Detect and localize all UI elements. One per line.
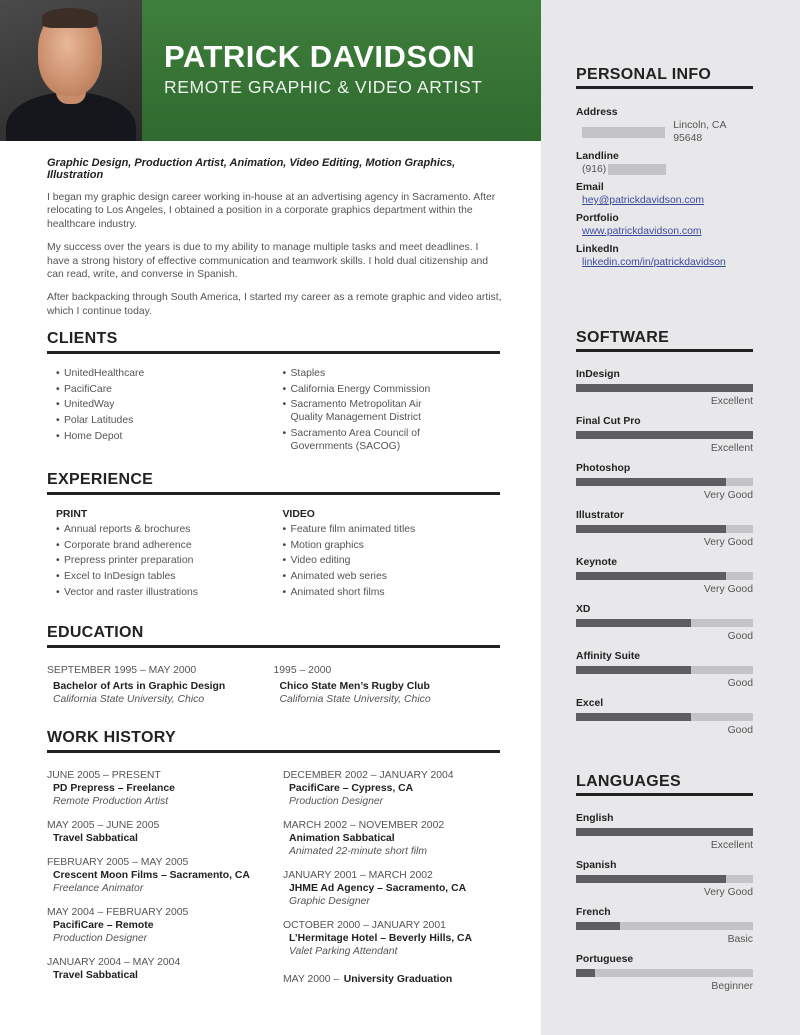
- skill-bar-fill: [576, 384, 753, 392]
- summary-paragraph: After backpacking through South America, I started my career as a remote graphic and video artist, which I continue today.: [47, 292, 502, 317]
- clients-list: [274, 367, 501, 453]
- section-title: SOFTWARE: [576, 329, 753, 352]
- list-item: • Corporate brand adherence: [56, 539, 274, 552]
- specialties: Graphic Design, Production Artist, Animation, Video Editing, Motion Graphics, Illustration: [47, 157, 456, 181]
- skill-bar: [576, 384, 753, 392]
- skill-name: Spanish: [576, 860, 617, 871]
- list-item: • Sacramento Metropolitan Air Quality Management District: [283, 398, 441, 424]
- sidebar: [541, 0, 800, 1035]
- entry-subtitle: Valet Parking Attendant: [289, 946, 398, 957]
- section-title: LANGUAGES: [576, 773, 753, 796]
- list-item: • Feature film animated titles: [283, 523, 501, 536]
- section-title: WORK HISTORY: [47, 729, 500, 753]
- landline-label: Landline: [576, 151, 619, 162]
- entry-date: MARCH 2002 – NOVEMBER 2002: [283, 820, 445, 831]
- skill-bar: [576, 478, 753, 486]
- email-link[interactable]: hey@patrickdavidson.com: [582, 195, 705, 206]
- skill-bar-fill: [576, 619, 691, 627]
- portfolio-label: Portfolio: [576, 213, 619, 224]
- education-entry: [47, 664, 274, 706]
- entry-date: DECEMBER 2002 – JANUARY 2004: [283, 770, 454, 781]
- entry-title: Travel Sabbatical: [53, 970, 138, 981]
- skill-bar: [576, 713, 753, 721]
- entry-title: Bachelor of Arts in Graphic Design: [53, 681, 226, 692]
- entry-date: JANUARY 2004 – MAY 2004: [47, 957, 181, 968]
- entry-title: Crescent Moon Films – Sacramento, CA: [53, 870, 250, 881]
- resume-header: [0, 0, 541, 141]
- section-title: CLIENTS: [47, 330, 500, 354]
- skill-name: InDesign: [576, 369, 620, 380]
- entry-date: SEPTEMBER 1995 – MAY 2000: [47, 665, 197, 676]
- skill-bar-fill: [576, 922, 620, 930]
- address-text: Lincoln, CA 95648: [673, 120, 726, 144]
- software-section: [576, 329, 753, 744]
- candidate-name: PATRICK DAVIDSON: [164, 39, 476, 74]
- skill-bar: [576, 666, 753, 674]
- skill-level: Very Good: [703, 490, 753, 501]
- skill-bar: [576, 828, 753, 836]
- candidate-tagline: REMOTE GRAPHIC & VIDEO ARTIST: [164, 77, 483, 97]
- languages-section: [576, 773, 753, 1000]
- skill-bar-fill: [576, 431, 753, 439]
- linkedin-link[interactable]: linkedin.com/in/patrickdavidson: [582, 257, 726, 268]
- skill-bar-fill: [576, 478, 726, 486]
- entry-date: MAY 2004 – FEBRUARY 2005: [47, 907, 189, 918]
- entry-title: JHME Ad Agency – Sacramento, CA: [289, 883, 467, 894]
- summary-paragraph: My success over the years is due to my ability to manage multiple tasks and meet deadlines. I have a strong history of effective communication and teamwork skills. I hold dual citizenship and can read, write, and converse in Spanish.: [47, 242, 489, 281]
- skill-item: [576, 556, 753, 596]
- entry-date: JANUARY 2001 – MARCH 2002: [283, 870, 433, 881]
- software-list: [576, 368, 753, 737]
- redacted-block: [608, 164, 666, 175]
- section-title: EDUCATION: [47, 624, 500, 648]
- clients-section: [47, 330, 500, 456]
- list-item: • PacifiCare: [56, 383, 274, 396]
- skill-name: Keynote: [576, 557, 617, 568]
- skill-bar: [576, 922, 753, 930]
- work-entry: [47, 956, 283, 982]
- skill-bar-fill: [576, 666, 691, 674]
- skill-item: [576, 859, 753, 899]
- experience-section: [47, 471, 500, 601]
- address-value: [576, 119, 753, 145]
- skill-name: Excel: [576, 698, 604, 709]
- skill-level: Good: [727, 678, 753, 689]
- work-entry: [47, 769, 283, 808]
- skill-name: Final Cut Pro: [576, 416, 641, 427]
- skill-name: English: [576, 813, 614, 824]
- skill-bar-fill: [576, 828, 753, 836]
- print-subhead: PRINT: [56, 509, 88, 520]
- skill-bar: [576, 875, 753, 883]
- email-label: Email: [576, 182, 604, 193]
- list-item: • Video editing: [283, 554, 501, 567]
- skill-level: Very Good: [703, 537, 753, 548]
- skill-bar-fill: [576, 572, 726, 580]
- skill-name: XD: [576, 604, 591, 615]
- skill-bar-fill: [576, 525, 726, 533]
- skill-level: Very Good: [703, 887, 753, 898]
- summary-paragraph: I began my graphic design career working in-house at an advertising agency in Sacramento. After relocating to Los Angeles, I obtained a position in a corporate graphics department within the healthcare industry.: [47, 192, 496, 230]
- work-entry: [47, 906, 283, 945]
- list-item: • Prepress printer preparation: [56, 554, 274, 567]
- section-title: PERSONAL INFO: [576, 66, 753, 89]
- entry-title: Chico State Men’s Rugby Club: [279, 681, 430, 692]
- skill-item: [576, 462, 753, 502]
- skill-bar: [576, 969, 753, 977]
- landline-value: [576, 163, 753, 176]
- work-entry: [283, 869, 500, 908]
- entry-date: 1995 – 2000: [273, 665, 332, 676]
- work-entry: [283, 769, 500, 808]
- skill-level: Excellent: [710, 443, 753, 454]
- list-item: • UnitedWay: [56, 398, 274, 411]
- list-item: • Excel to InDesign tables: [56, 570, 274, 583]
- entry-subtitle: California State University, Chico: [279, 694, 431, 705]
- name-banner: [142, 0, 541, 141]
- entry-subtitle: Remote Production Artist: [53, 796, 169, 807]
- entry-title: L’Hermitage Hotel – Beverly Hills, CA: [289, 933, 473, 944]
- skill-level: Basic: [727, 934, 753, 945]
- work-entry: [283, 969, 500, 987]
- skill-bar-fill: [576, 713, 691, 721]
- entry-subtitle: Freelance Animator: [53, 883, 144, 894]
- video-subhead: VIDEO: [282, 509, 315, 520]
- list-item: • California Energy Commission: [283, 383, 501, 396]
- skill-name: Portuguese: [576, 954, 634, 965]
- skill-bar-fill: [576, 969, 595, 977]
- skill-item: [576, 650, 753, 690]
- skill-level: Good: [727, 631, 753, 642]
- entry-date: FEBRUARY 2005 – MAY 2005: [47, 857, 189, 868]
- skill-item: [576, 368, 753, 408]
- print-skills-list: [47, 523, 274, 599]
- skill-level: Excellent: [710, 840, 753, 851]
- list-item: • Animated short films: [283, 586, 501, 599]
- entry-title: Travel Sabbatical: [53, 833, 138, 844]
- entry-title: Animation Sabbatical: [289, 833, 395, 844]
- entry-title: PacifiCare – Remote: [53, 920, 154, 931]
- languages-list: [576, 812, 753, 993]
- skill-item: [576, 953, 753, 993]
- entry-title: University Graduation: [343, 974, 453, 985]
- entry-date: MAY 2000 –: [283, 974, 340, 985]
- address-label: Address: [576, 107, 618, 118]
- list-item: • Sacramento Area Council of Governments (SACOG): [283, 427, 441, 453]
- list-item: • Motion graphics: [283, 539, 501, 552]
- skill-level: Excellent: [710, 396, 753, 407]
- entry-date: JUNE 2005 – PRESENT: [47, 770, 161, 781]
- skill-name: Photoshop: [576, 463, 631, 474]
- list-item: • Vector and raster illustrations: [56, 586, 274, 599]
- summary-section: [47, 141, 502, 318]
- entry-date: OCTOBER 2000 – JANUARY 2001: [283, 920, 446, 931]
- skill-bar-fill: [576, 875, 726, 883]
- entry-subtitle: California State University, Chico: [53, 694, 205, 705]
- entry-subtitle: Production Designer: [289, 796, 384, 807]
- list-item: • Animated web series: [283, 570, 501, 583]
- skill-item: [576, 697, 753, 737]
- list-item: • Home Depot: [56, 430, 274, 443]
- skill-level: Good: [727, 725, 753, 736]
- work-history-section: [47, 729, 500, 998]
- list-item: • Polar Latitudes: [56, 414, 274, 427]
- entry-subtitle: Animated 22-minute short film: [289, 846, 428, 857]
- list-item: • UnitedHealthcare: [56, 367, 274, 380]
- entry-title: PacifiCare – Cypress, CA: [289, 783, 414, 794]
- skill-item: [576, 603, 753, 643]
- video-skills-list: [274, 523, 501, 599]
- skill-item: [576, 812, 753, 852]
- personal-info-section: [576, 66, 753, 269]
- work-entry: [47, 856, 283, 895]
- work-entry: [283, 819, 500, 858]
- linkedin-label: LinkedIn: [576, 244, 619, 255]
- profile-photo: [0, 0, 142, 141]
- section-title: EXPERIENCE: [47, 471, 500, 495]
- skill-name: Illustrator: [576, 510, 624, 521]
- education-entry: [274, 664, 501, 706]
- skill-bar: [576, 619, 753, 627]
- entry-subtitle: Production Designer: [53, 933, 148, 944]
- skill-item: [576, 906, 753, 946]
- portfolio-link[interactable]: www.patrickdavidson.com: [582, 226, 702, 237]
- list-item: • Annual reports & brochures: [56, 523, 274, 536]
- entry-title: PD Prepress – Freelance: [53, 783, 175, 794]
- skill-bar: [576, 572, 753, 580]
- skill-item: [576, 415, 753, 455]
- work-entry: [47, 819, 283, 845]
- skill-item: [576, 509, 753, 549]
- skill-level: Very Good: [703, 584, 753, 595]
- skill-name: Affinity Suite: [576, 651, 641, 662]
- skill-bar: [576, 525, 753, 533]
- clients-list: [47, 367, 274, 443]
- redacted-block: [582, 127, 665, 138]
- list-item: • Staples: [283, 367, 501, 380]
- education-section: [47, 624, 500, 706]
- entry-subtitle: Graphic Designer: [289, 896, 370, 907]
- skill-name: French: [576, 907, 611, 918]
- skill-level: Beginner: [711, 981, 753, 992]
- landline-text: (916): [582, 164, 607, 175]
- skill-bar: [576, 431, 753, 439]
- entry-date: MAY 2005 – JUNE 2005: [47, 820, 160, 831]
- work-entry: [283, 919, 500, 958]
